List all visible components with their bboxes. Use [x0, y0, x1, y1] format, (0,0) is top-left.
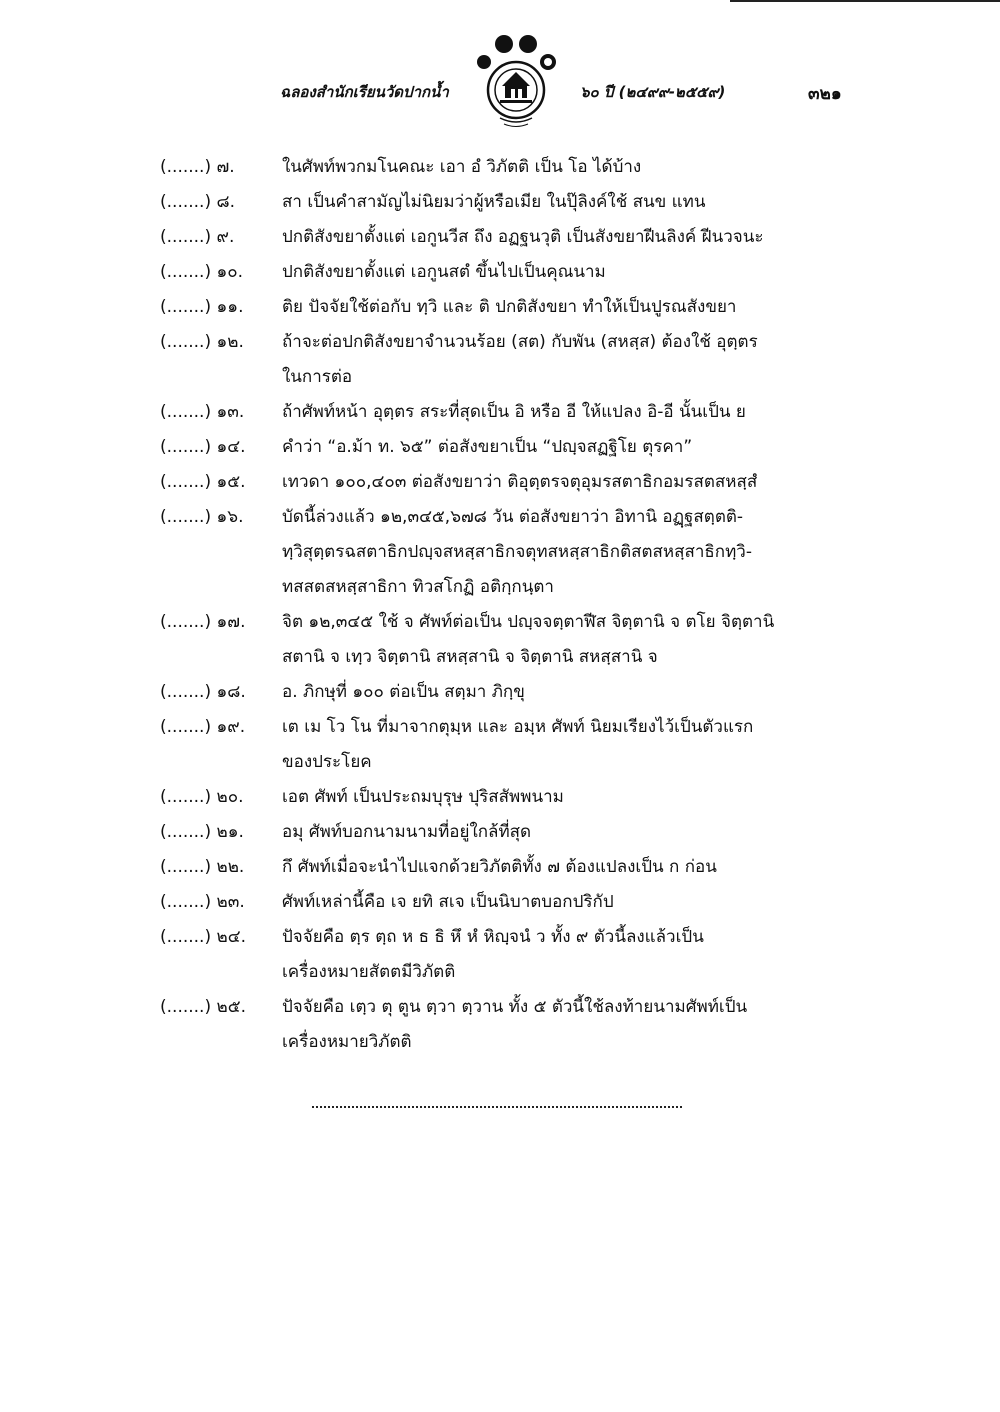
item-line: เอต ศัพท์ เป็นประถมบุรุษ ปุริสสัพพนาม: [282, 787, 564, 807]
item-line: คำว่า “อ.ม้า ท. ๖๕” ต่อสังขยาเป็น “ปญฺจสฏฐิโย ตุรคา”: [282, 437, 693, 457]
list-item: [160, 920, 860, 990]
item-text: [282, 815, 860, 850]
item-line: ปกติสังขยาตั้งแต่ เอกูนวีส ถึง อฏฐนวุติ เป็นสังขยาฝีนลิงค์ ฝีนวจนะ: [282, 227, 764, 247]
item-line: ทฺวิสุตฺตรฉสตาธิกปญฺจสหสฺสาธิกจตุทสหสฺสาธิกติสตสหสฺสาธิกทฺวิ-: [282, 542, 752, 562]
item-number: (.......) ๑๙.: [160, 717, 246, 737]
item-number: (.......) ๙.: [160, 227, 235, 247]
item-text: [282, 255, 860, 290]
item-text: [282, 710, 860, 780]
page-header: [280, 30, 850, 130]
item-text: [282, 850, 860, 885]
list-item: [160, 815, 860, 850]
item-line: อมุ ศัพท์บอกนามนามที่อยู่ใกล้ที่สุด: [282, 822, 532, 842]
item-number: (.......) ๒๐.: [160, 787, 244, 807]
item-number: (.......) ๑๑.: [160, 297, 244, 317]
item-line: ปกติสังขยาตั้งแต่ เอกูนสตํ ขึ้นไปเป็นคุณนาม: [282, 262, 606, 282]
list-item: [160, 325, 860, 395]
header-anniversary: ๖๐ ปี (๒๔๙๙-๒๕๕๙): [580, 83, 726, 101]
item-number: (.......) ๒๓.: [160, 892, 245, 912]
list-item: [160, 500, 860, 605]
item-line: สา เป็นคำสามัญไม่นิยมว่าผู้หรือเมีย ในปุ๊ลิงค์ใช้ สนข แทน: [282, 192, 706, 212]
item-text: [282, 325, 860, 395]
list-item: [160, 185, 860, 220]
item-text: [282, 395, 860, 430]
item-number: (.......) ๒๒.: [160, 857, 245, 877]
end-divider: [312, 1106, 682, 1108]
item-text: [282, 185, 860, 220]
list-item: [160, 850, 860, 885]
item-text: [282, 605, 860, 675]
item-line: เทวดา ๑๐๐,๔๐๓ ต่อสังขยาว่า ติอุตฺตรจตุอุมรสตาธิกอมรสตสหสฺสํ: [282, 472, 758, 492]
item-number: (.......) ๑๓.: [160, 402, 245, 422]
item-text: [282, 500, 860, 605]
question-list: [160, 150, 860, 1060]
item-number: (.......) ๑๐.: [160, 262, 244, 282]
item-line: เต เม โว โน ที่มาจากตุมฺห และ อมฺห ศัพท์ นิยมเรียงไว้เป็นตัวแรก: [282, 717, 754, 737]
item-line: ในการต่อ: [282, 367, 353, 387]
list-item: [160, 710, 860, 780]
list-item: [160, 605, 860, 675]
item-text: [282, 990, 860, 1060]
item-number: (.......) ๑๖.: [160, 507, 244, 527]
item-line: เครื่องหมายวิภัตติ: [282, 1032, 412, 1052]
item-text: [282, 290, 860, 325]
item-text: [282, 150, 860, 185]
item-line: ศัพท์เหล่านี้คือ เจ ยทิ สเจ เป็นนิบาตบอกปริกัป: [282, 892, 614, 912]
item-number: (.......) ๑๕.: [160, 472, 246, 492]
list-item: [160, 430, 860, 465]
list-item: [160, 150, 860, 185]
item-number: (.......) ๑๘.: [160, 682, 246, 702]
item-line: จิต ๑๒,๓๔๕ ใช้ จ ศัพท์ต่อเป็น ปญฺจจตฺตาฬีส จิตฺตานิ จ ตโย จิตฺตานิ: [282, 612, 775, 632]
item-number: (.......) ๗.: [160, 157, 235, 177]
top-corner-line: [730, 0, 1000, 2]
item-line: เครื่องหมายสัตตมีวิภัตติ: [282, 962, 456, 982]
item-line: ทสสตสหสฺสาธิกา ทิวสโกฏิ อติกฺกนฺตา: [282, 577, 554, 597]
list-item: [160, 465, 860, 500]
item-number: (.......) ๑๗.: [160, 612, 246, 632]
item-line: บัดนี้ล่วงแล้ว ๑๒,๓๔๕,๖๗๘ วัน ต่อสังขยาว่า อิทานิ อฏฺฐสตฺตติ-: [282, 507, 744, 527]
item-line: กึ ศัพท์เมื่อจะนำไปแจกด้วยวิภัตติทั้ง ๗ ต้องแปลงเป็น ก ก่อน: [282, 857, 717, 877]
list-item: [160, 675, 860, 710]
item-text: [282, 430, 860, 465]
list-item: [160, 885, 860, 920]
item-text: [282, 220, 860, 255]
item-number: (.......) ๑๔.: [160, 437, 246, 457]
item-line: ปัจจัยคือ เตฺว ตุ ตูน ตฺวา ตฺวาน ทั้ง ๕ ตัวนี้ใช้ลงท้ายนามศัพท์เป็น: [282, 997, 748, 1017]
item-number: (.......) ๒๔.: [160, 927, 246, 947]
item-line: ในศัพท์พวกมโนคณะ เอา อํ วิภัตติ เป็น โอ ได้บ้าง: [282, 157, 642, 177]
temple-logo-icon: [470, 30, 570, 130]
list-item: [160, 780, 860, 815]
item-number: (.......) ๑๒.: [160, 332, 244, 352]
item-text: [282, 780, 860, 815]
item-number: (.......) ๘.: [160, 192, 236, 212]
item-number: (.......) ๒๑.: [160, 822, 244, 842]
item-line: ถ้าศัพท์หน้า อุตฺตร สระที่สุดเป็น อิ หรือ อี ให้แปลง อิ-อี นั้นเป็น ย: [282, 402, 746, 422]
list-item: [160, 255, 860, 290]
list-item: [160, 990, 860, 1060]
item-line: ถ้าจะต่อปกติสังขยาจำนวนร้อย (สต) กับพัน (สหสฺส) ต้องใช้ อุตฺตร: [282, 332, 758, 352]
header-book-title: ฉลองสำนักเรียนวัดปากน้ำ: [280, 83, 449, 101]
item-text: [282, 465, 860, 500]
item-line: อ. ภิกษุที่ ๑๐๐ ต่อเป็น สตฺมา ภิกฺขุ: [282, 682, 525, 702]
item-line: ของประโยค: [282, 752, 372, 772]
item-text: [282, 675, 860, 710]
list-item: [160, 395, 860, 430]
list-item: [160, 290, 860, 325]
item-text: [282, 920, 860, 990]
item-line: ปัจจัยคือ ตฺร ตฺถ ห ธ ธิ หึ หํ หิญฺจนํ ว ทั้ง ๙ ตัวนี้ลงแล้วเป็น: [282, 927, 704, 947]
item-number: (.......) ๒๕.: [160, 997, 246, 1017]
list-item: [160, 220, 860, 255]
page-number: ๓๒๑: [808, 84, 842, 104]
item-line: สตานิ จ เทฺว จิตฺตานิ สหสฺสานิ จ จิตฺตานิ สหสฺสานิ จ: [282, 647, 658, 667]
item-line: ติย ปัจจัยใช้ต่อกับ ทฺวิ และ ติ ปกติสังขยา ทำให้เป็นปูรณสังขยา: [282, 297, 737, 317]
item-text: [282, 885, 860, 920]
